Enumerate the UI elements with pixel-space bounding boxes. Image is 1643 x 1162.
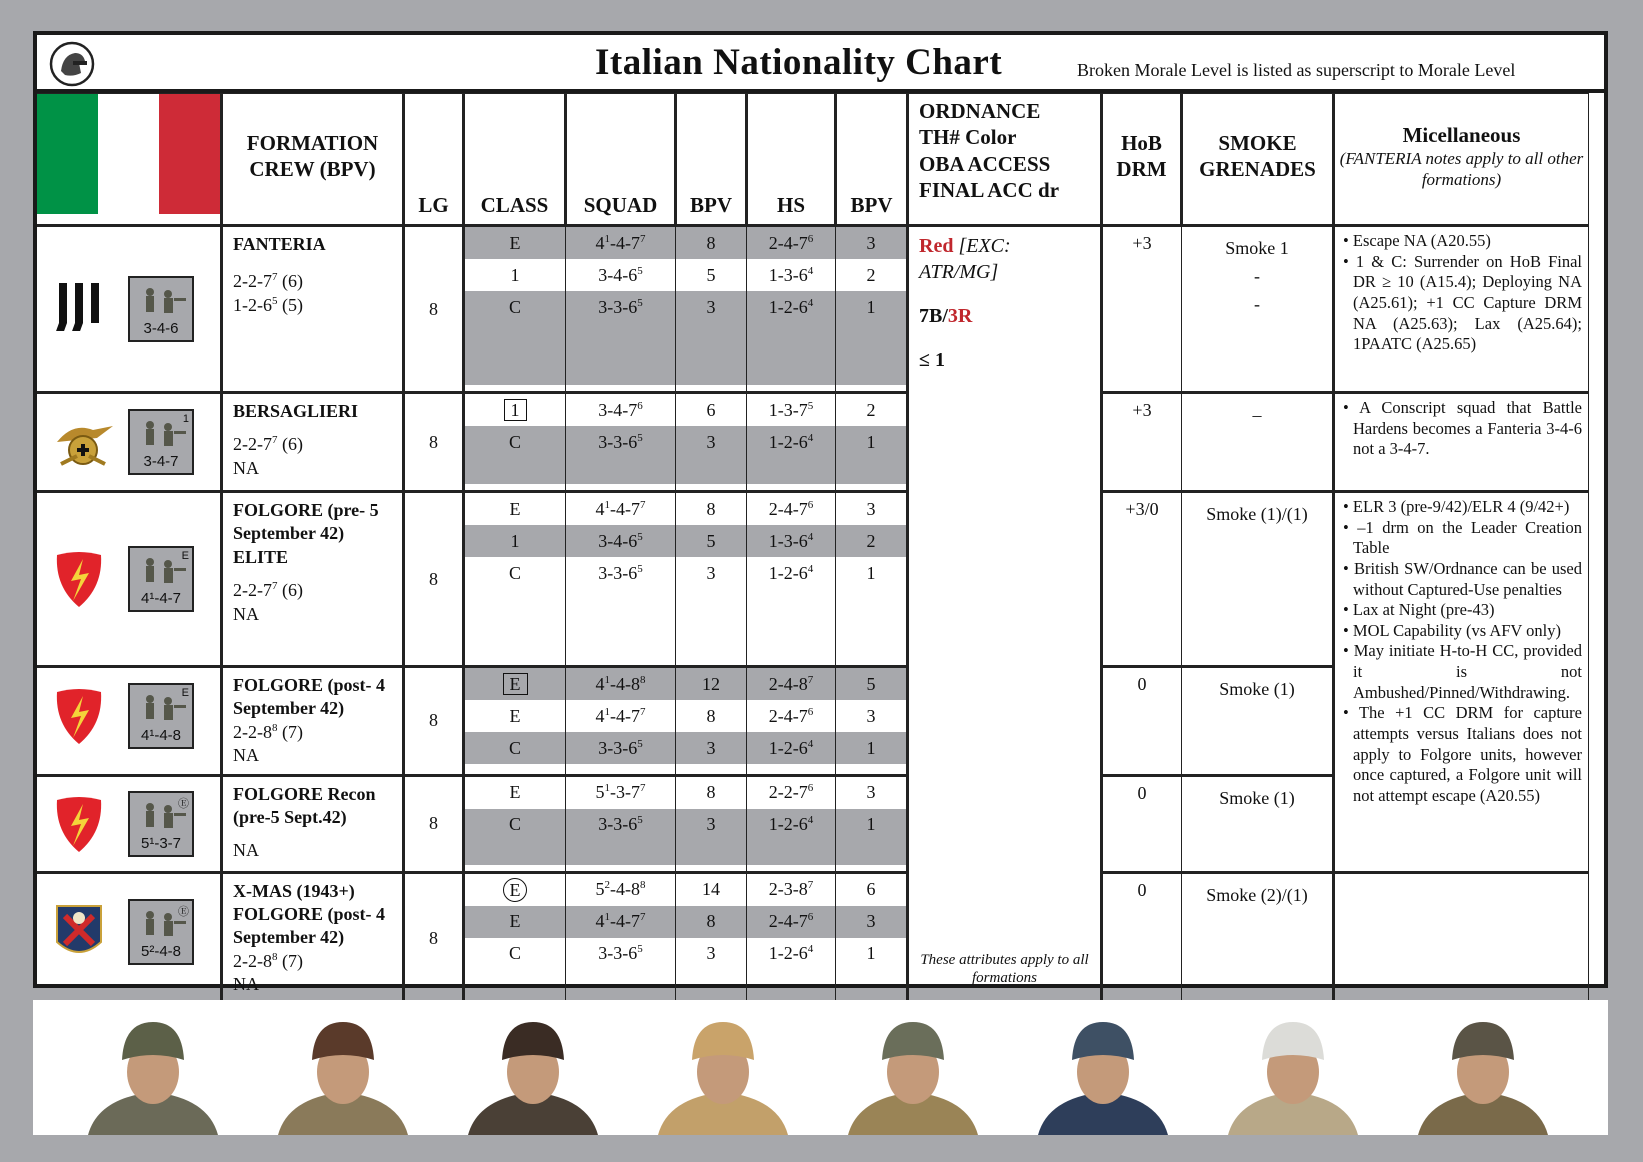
counter-value: 4¹-4-8 <box>140 727 181 744</box>
infantry-figures-icon <box>138 419 188 449</box>
soldier-portrait-strip <box>33 1000 1608 1135</box>
infantry-figures-icon <box>138 556 188 586</box>
bpv-value: 8 <box>706 782 716 803</box>
unit-column-cls <box>464 775 566 872</box>
bpv-value: 2 <box>866 399 876 420</box>
th-color: Red <box>919 235 954 257</box>
bpv-value: 2 <box>866 264 876 285</box>
squad-value: $3-4-7^6$ <box>598 399 643 420</box>
header-formation: FORMATION CREW (BPV) <box>222 94 404 226</box>
class-value: 1 <box>504 399 527 421</box>
hs-value: $2-4-7^6$ <box>768 911 814 932</box>
bpv-value: 8 <box>706 705 716 726</box>
smoke-value: - <box>1254 293 1260 314</box>
misc-note: • The +1 CC DRM for capture attempts versus Italians does not apply to Folgore units, however once captured, a Folgore unit will not attempt escape (A20.55) <box>1343 703 1582 805</box>
formation-name: FANTERIA <box>233 234 326 254</box>
counter-value: 5²-4-8 <box>140 942 181 960</box>
smoke-cell <box>1182 667 1334 776</box>
unit-column-sq <box>566 872 676 1003</box>
unit-column-sq <box>566 226 676 393</box>
misc-notes <box>1334 492 1589 873</box>
bpv-value: 3 <box>866 705 876 726</box>
unit-counter <box>128 791 194 857</box>
formation-name-cell <box>222 492 404 667</box>
header-class: CLASS <box>464 94 566 226</box>
lg-value: 8 <box>404 226 464 393</box>
crew-line: $2-2-7^7$ (6) <box>233 580 303 601</box>
bpv-value: 3 <box>866 498 876 519</box>
formation-name: September 42) <box>233 698 345 719</box>
unit-column-cls <box>464 492 566 667</box>
formation-name-cell <box>222 226 404 393</box>
squad-value: $4^1-4-7^7$ <box>595 498 646 519</box>
bpv-value: 6 <box>866 879 876 900</box>
hs-value: $1-2-6^4$ <box>768 562 814 583</box>
unit-column-bpv <box>676 872 747 1003</box>
unit-column-hs <box>747 393 836 492</box>
xmas-helmet-soldier-icon <box>1408 1010 1558 1135</box>
unit-column-hs <box>747 226 836 393</box>
misc-note: • MOL Capability (vs AFV only) <box>1343 620 1561 640</box>
class-value: E <box>503 673 528 695</box>
smoke-cell <box>1182 393 1334 492</box>
formation-name: FOLGORE (pre- 5 <box>233 500 379 520</box>
smoke-cell <box>1182 775 1334 872</box>
unit-icons <box>37 775 222 872</box>
class-value: C <box>508 814 521 835</box>
unit-column-cls <box>464 667 566 776</box>
th-exception: [EXC: ATR/MG] <box>919 235 1011 283</box>
lg-value: 8 <box>404 775 464 872</box>
counter-class: Ⓔ <box>178 797 189 810</box>
lightning-shield-icon <box>53 794 105 859</box>
unit-column-cls <box>464 393 566 492</box>
unit-column-hs <box>747 872 836 1003</box>
bpv-value: 5 <box>706 530 716 551</box>
xmas-flotilla-badge-icon <box>53 902 105 967</box>
bpv-value: 3 <box>706 814 716 835</box>
fur-hat-soldier-icon <box>268 1010 418 1135</box>
formation-row <box>37 393 1589 492</box>
unit-column-cls <box>464 226 566 393</box>
header-lg: LG <box>404 94 464 226</box>
hob-value: 0 <box>1102 667 1182 776</box>
unit-counter <box>128 546 194 612</box>
unit-icons <box>37 667 222 776</box>
squad-value: $3-3-6^5$ <box>598 562 643 583</box>
crew-na: NA <box>233 603 259 624</box>
bpv-value: 8 <box>706 232 716 253</box>
oba-black: 7B <box>919 305 943 327</box>
squad-value: $5^1-3-7^7$ <box>595 782 646 803</box>
unit-column-sq <box>566 492 676 667</box>
unit-column-bpv <box>676 667 747 776</box>
bpv-value: 2 <box>866 530 876 551</box>
bpv-value: 1 <box>866 296 876 317</box>
hs-value: $2-2-7^6$ <box>768 782 814 803</box>
crew-na: NA <box>233 745 259 766</box>
counter-value: 3-4-6 <box>143 320 179 337</box>
unit-icons <box>37 393 222 492</box>
unit-counter <box>128 409 194 475</box>
counter-class: Ⓔ <box>178 905 189 918</box>
bpv-value: 14 <box>702 879 720 900</box>
hob-value: 0 <box>1102 872 1182 1003</box>
smoke-value: Smoke (1)/(1) <box>1206 504 1308 524</box>
page-title: Italian Nationality Chart <box>595 42 1003 83</box>
bpv-value: 3 <box>706 943 716 964</box>
unit-column-bpv2 <box>836 667 908 776</box>
misc-note: • British SW/Ordnance can be used without Captured-Use penalties <box>1343 558 1582 599</box>
misc-notes <box>1334 393 1589 492</box>
header-hs: HS <box>747 94 836 226</box>
counter-class: E <box>181 687 189 699</box>
unit-column-sq <box>566 393 676 492</box>
bpv-value: 3 <box>866 911 876 932</box>
unit-column-hs <box>747 667 836 776</box>
squad-value: $3-3-6^5$ <box>598 431 643 452</box>
header-row <box>37 94 1589 226</box>
formation-name: FOLGORE (post- 4 <box>233 675 386 695</box>
bpv-value: 1 <box>866 814 876 835</box>
smoke-value: – <box>1252 405 1262 425</box>
counter-class: E <box>181 550 189 562</box>
hs-value: $2-4-7^6$ <box>768 705 814 726</box>
helmet-soldier-icon <box>838 1010 988 1135</box>
formation-name: FOLGORE (post- 4 <box>233 903 386 924</box>
hob-value: +3/0 <box>1102 492 1182 667</box>
misc-note: • –1 drm on the Leader Creation Table <box>1343 517 1582 558</box>
header-bpv: BPV <box>676 94 747 226</box>
formation-table <box>37 93 1589 1004</box>
bpv-value: 6 <box>706 399 716 420</box>
header-hob: HoB DRM <box>1102 94 1182 226</box>
bpv-value: 12 <box>702 673 720 694</box>
formation-name: September 42) <box>233 927 345 948</box>
counter-value: 4¹-4-7 <box>140 590 181 607</box>
formation-name: FOLGORE Recon <box>233 783 376 804</box>
formation-name-cell <box>222 872 404 1003</box>
lightning-shield-icon <box>53 549 105 614</box>
squad-value: $3-3-6^5$ <box>598 943 643 964</box>
class-value: 1 <box>510 264 520 285</box>
oba-red: 3R <box>947 305 973 327</box>
lightning-shield-icon <box>53 686 105 751</box>
header-ordnance: ORDNANCE TH# Color OBA ACCESS FINAL ACC dr <box>908 94 1102 226</box>
hs-value: $2-4-7^6$ <box>768 498 814 519</box>
infantry-figures-icon <box>138 693 188 723</box>
crew-na: NA <box>233 974 259 995</box>
unit-column-cls <box>464 872 566 1003</box>
title-bar <box>37 35 1604 93</box>
hs-value: $1-3-6^4$ <box>768 530 814 551</box>
hob-value: +3 <box>1102 393 1182 492</box>
misc-note: • May initiate H-to-H CC, provided it is not Ambushed/Pinned/Withdrawing. <box>1343 641 1582 702</box>
hs-value: $1-2-6^4$ <box>768 737 814 758</box>
bpv-value: 5 <box>706 264 716 285</box>
unit-column-bpv <box>676 226 747 393</box>
unit-column-bpv2 <box>836 393 908 492</box>
crew-line: $1-2-6^5$ (5) <box>233 294 303 315</box>
squad-value: $4^1-4-8^8$ <box>595 673 646 694</box>
hs-value: $1-2-6^4$ <box>768 296 814 317</box>
formation-name-cell <box>222 775 404 872</box>
bpv-value: 3 <box>706 562 716 583</box>
ordnance-footnote: These attributes apply to all formations <box>920 951 1089 986</box>
unit-icons <box>37 226 222 393</box>
class-value: E <box>509 232 521 253</box>
unit-icons <box>37 872 222 1003</box>
bpv-value: 1 <box>866 737 876 758</box>
bpv-value: 3 <box>706 296 716 317</box>
oba-sep: / <box>942 305 948 327</box>
bpv-value: 3 <box>866 782 876 803</box>
class-value: 1 <box>510 530 520 551</box>
unit-counter <box>128 899 194 965</box>
bpv-value: 3 <box>706 431 716 452</box>
formation-name-cell <box>222 393 404 492</box>
hs-value: $1-2-6^4$ <box>768 814 814 835</box>
hob-value: 0 <box>1102 775 1182 872</box>
squad-value: $3-3-6^5$ <box>598 296 643 317</box>
bpv-value: 3 <box>866 232 876 253</box>
class-value: C <box>508 296 521 317</box>
three-bars-icon <box>53 279 109 340</box>
class-value: E <box>509 911 521 932</box>
lg-value: 8 <box>404 492 464 667</box>
misc-note: • ELR 3 (pre-9/42)/ELR 4 (9/42+) <box>1343 497 1570 516</box>
crew-na: NA <box>233 840 259 861</box>
formation-row <box>37 872 1589 1003</box>
smoke-value: - <box>1254 265 1260 286</box>
class-value: E <box>509 705 521 726</box>
hs-value: $2-4-8^7$ <box>768 673 814 694</box>
formation-name: X-MAS (1943+) <box>233 880 355 901</box>
sailor-soldier-icon <box>1028 1010 1178 1135</box>
misc-notes <box>1334 226 1589 393</box>
header-bpv-hs: BPV <box>836 94 908 226</box>
misc-notes <box>1334 872 1589 1003</box>
unit-column-hs <box>747 492 836 667</box>
officer-cap-soldier-icon <box>1218 1010 1368 1135</box>
lg-value: 8 <box>404 393 464 492</box>
unit-column-bpv2 <box>836 775 908 872</box>
squad-value: $4^1-4-7^7$ <box>595 232 646 253</box>
smoke-value: Smoke (1) <box>1219 787 1295 808</box>
counter-class: 1 <box>182 413 189 425</box>
counter-value: 5¹-3-7 <box>140 834 181 852</box>
bpv-value: 1 <box>866 431 876 452</box>
smoke-cell <box>1182 226 1334 393</box>
class-value: C <box>508 562 521 583</box>
misc-note: • Escape NA (A20.55) <box>1343 231 1491 250</box>
hs-value: $1-3-6^4$ <box>768 264 814 285</box>
smoke-cell <box>1182 872 1334 1003</box>
unit-column-bpv <box>676 393 747 492</box>
formation-row <box>37 492 1589 667</box>
formation-row <box>37 226 1589 393</box>
crew-line: $2-2-8^8$ (7) <box>233 721 303 742</box>
formation-name: ELITE <box>233 546 289 567</box>
header-smoke: SMOKE GRENADES <box>1182 94 1334 226</box>
misc-note: • A Conscript squad that Battle Hardens becomes a Fanteria 3-4-6 not a 3-4-7. <box>1343 398 1583 459</box>
smoke-value: Smoke (2)/(1) <box>1206 884 1308 905</box>
nationality-chart <box>33 31 1608 995</box>
smoke-value: Smoke (1) <box>1219 679 1295 699</box>
soldier-logo-icon <box>49 41 95 87</box>
crew-line: $2-2-7^7$ (6) <box>233 434 303 455</box>
squad-value: $5^2-4-8^8$ <box>595 879 646 900</box>
hs-value: $1-3-7^5$ <box>768 399 814 420</box>
class-value: E <box>503 878 527 902</box>
ordnance-cell <box>908 226 1102 1004</box>
bpv-value: 1 <box>866 562 876 583</box>
lg-value: 8 <box>404 667 464 776</box>
squad-value: $3-3-6^5$ <box>598 814 643 835</box>
squad-value: $4^1-4-7^7$ <box>595 911 646 932</box>
class-value: E <box>509 782 521 803</box>
medic-soldier-icon <box>78 1010 228 1135</box>
page-subtitle: Broken Morale Level is listed as superscript to Morale Level <box>1077 60 1516 80</box>
unit-column-sq <box>566 667 676 776</box>
hs-value: $1-2-6^4$ <box>768 431 814 452</box>
crew-na: NA <box>233 457 259 478</box>
header-squad: SQUAD <box>566 94 676 226</box>
squad-value: $4^1-4-7^7$ <box>595 705 646 726</box>
bpv-value: 8 <box>706 911 716 932</box>
unit-column-hs <box>747 775 836 872</box>
bpv-value: 5 <box>866 673 876 694</box>
squad-value: $3-4-6^5$ <box>598 264 643 285</box>
lg-value: 8 <box>404 872 464 1003</box>
unit-counter <box>128 276 194 342</box>
beret-soldier-icon <box>458 1010 608 1135</box>
squad-value: $3-3-6^5$ <box>598 737 643 758</box>
formation-name: September 42) <box>233 523 345 544</box>
counter-value: 3-4-7 <box>143 453 179 470</box>
class-value: C <box>508 737 521 758</box>
formation-name: (pre-5 Sept.42) <box>233 806 347 827</box>
class-value: C <box>508 943 521 964</box>
misc-note: • 1 & C: Surrender on HoB Final DR ≥ 10 (A15.4); Deploying NA (A25.61); +1 CC Capture DRM NA (A25.63); Lax (A25.64); 1PAATC (A25.65) <box>1343 251 1582 354</box>
bpv-value: 8 <box>706 498 716 519</box>
hs-value: $1-2-6^4$ <box>768 943 814 964</box>
unit-counter <box>128 683 194 749</box>
bpv-value: 3 <box>706 737 716 758</box>
infantry-figures-icon <box>138 286 188 316</box>
unit-column-bpv2 <box>836 226 908 393</box>
italian-flag <box>37 94 222 226</box>
unit-column-sq <box>566 775 676 872</box>
class-value: E <box>509 498 521 519</box>
unit-column-bpv <box>676 775 747 872</box>
hob-value: +3 <box>1102 226 1182 393</box>
crew-line: $2-2-7^7$ (6) <box>233 271 303 292</box>
bersaglieri-plumed-soldier-icon <box>648 1010 798 1135</box>
smoke-cell <box>1182 492 1334 667</box>
misc-note: • Lax at Night (pre-43) <box>1343 600 1495 620</box>
unit-column-bpv2 <box>836 492 908 667</box>
unit-column-bpv2 <box>836 872 908 1003</box>
unit-column-bpv <box>676 492 747 667</box>
formation-name-cell <box>222 667 404 776</box>
hs-value: $2-3-8^7$ <box>768 879 814 900</box>
class-value: C <box>508 431 521 452</box>
bpv-value: 1 <box>866 943 876 964</box>
final-acc: ≤ 1 <box>919 349 945 371</box>
hs-value: $2-4-7^6$ <box>768 232 814 253</box>
formation-name: BERSAGLIERI <box>233 401 359 421</box>
unit-icons <box>37 492 222 667</box>
bersaglieri-badge-icon <box>53 412 117 481</box>
header-misc: Micellaneous (FANTERIA notes apply to all other formations) <box>1334 94 1589 226</box>
squad-value: $3-4-6^5$ <box>598 530 643 551</box>
crew-line: $2-2-8^8$ (7) <box>233 950 303 971</box>
smoke-value: Smoke 1 <box>1225 238 1289 258</box>
